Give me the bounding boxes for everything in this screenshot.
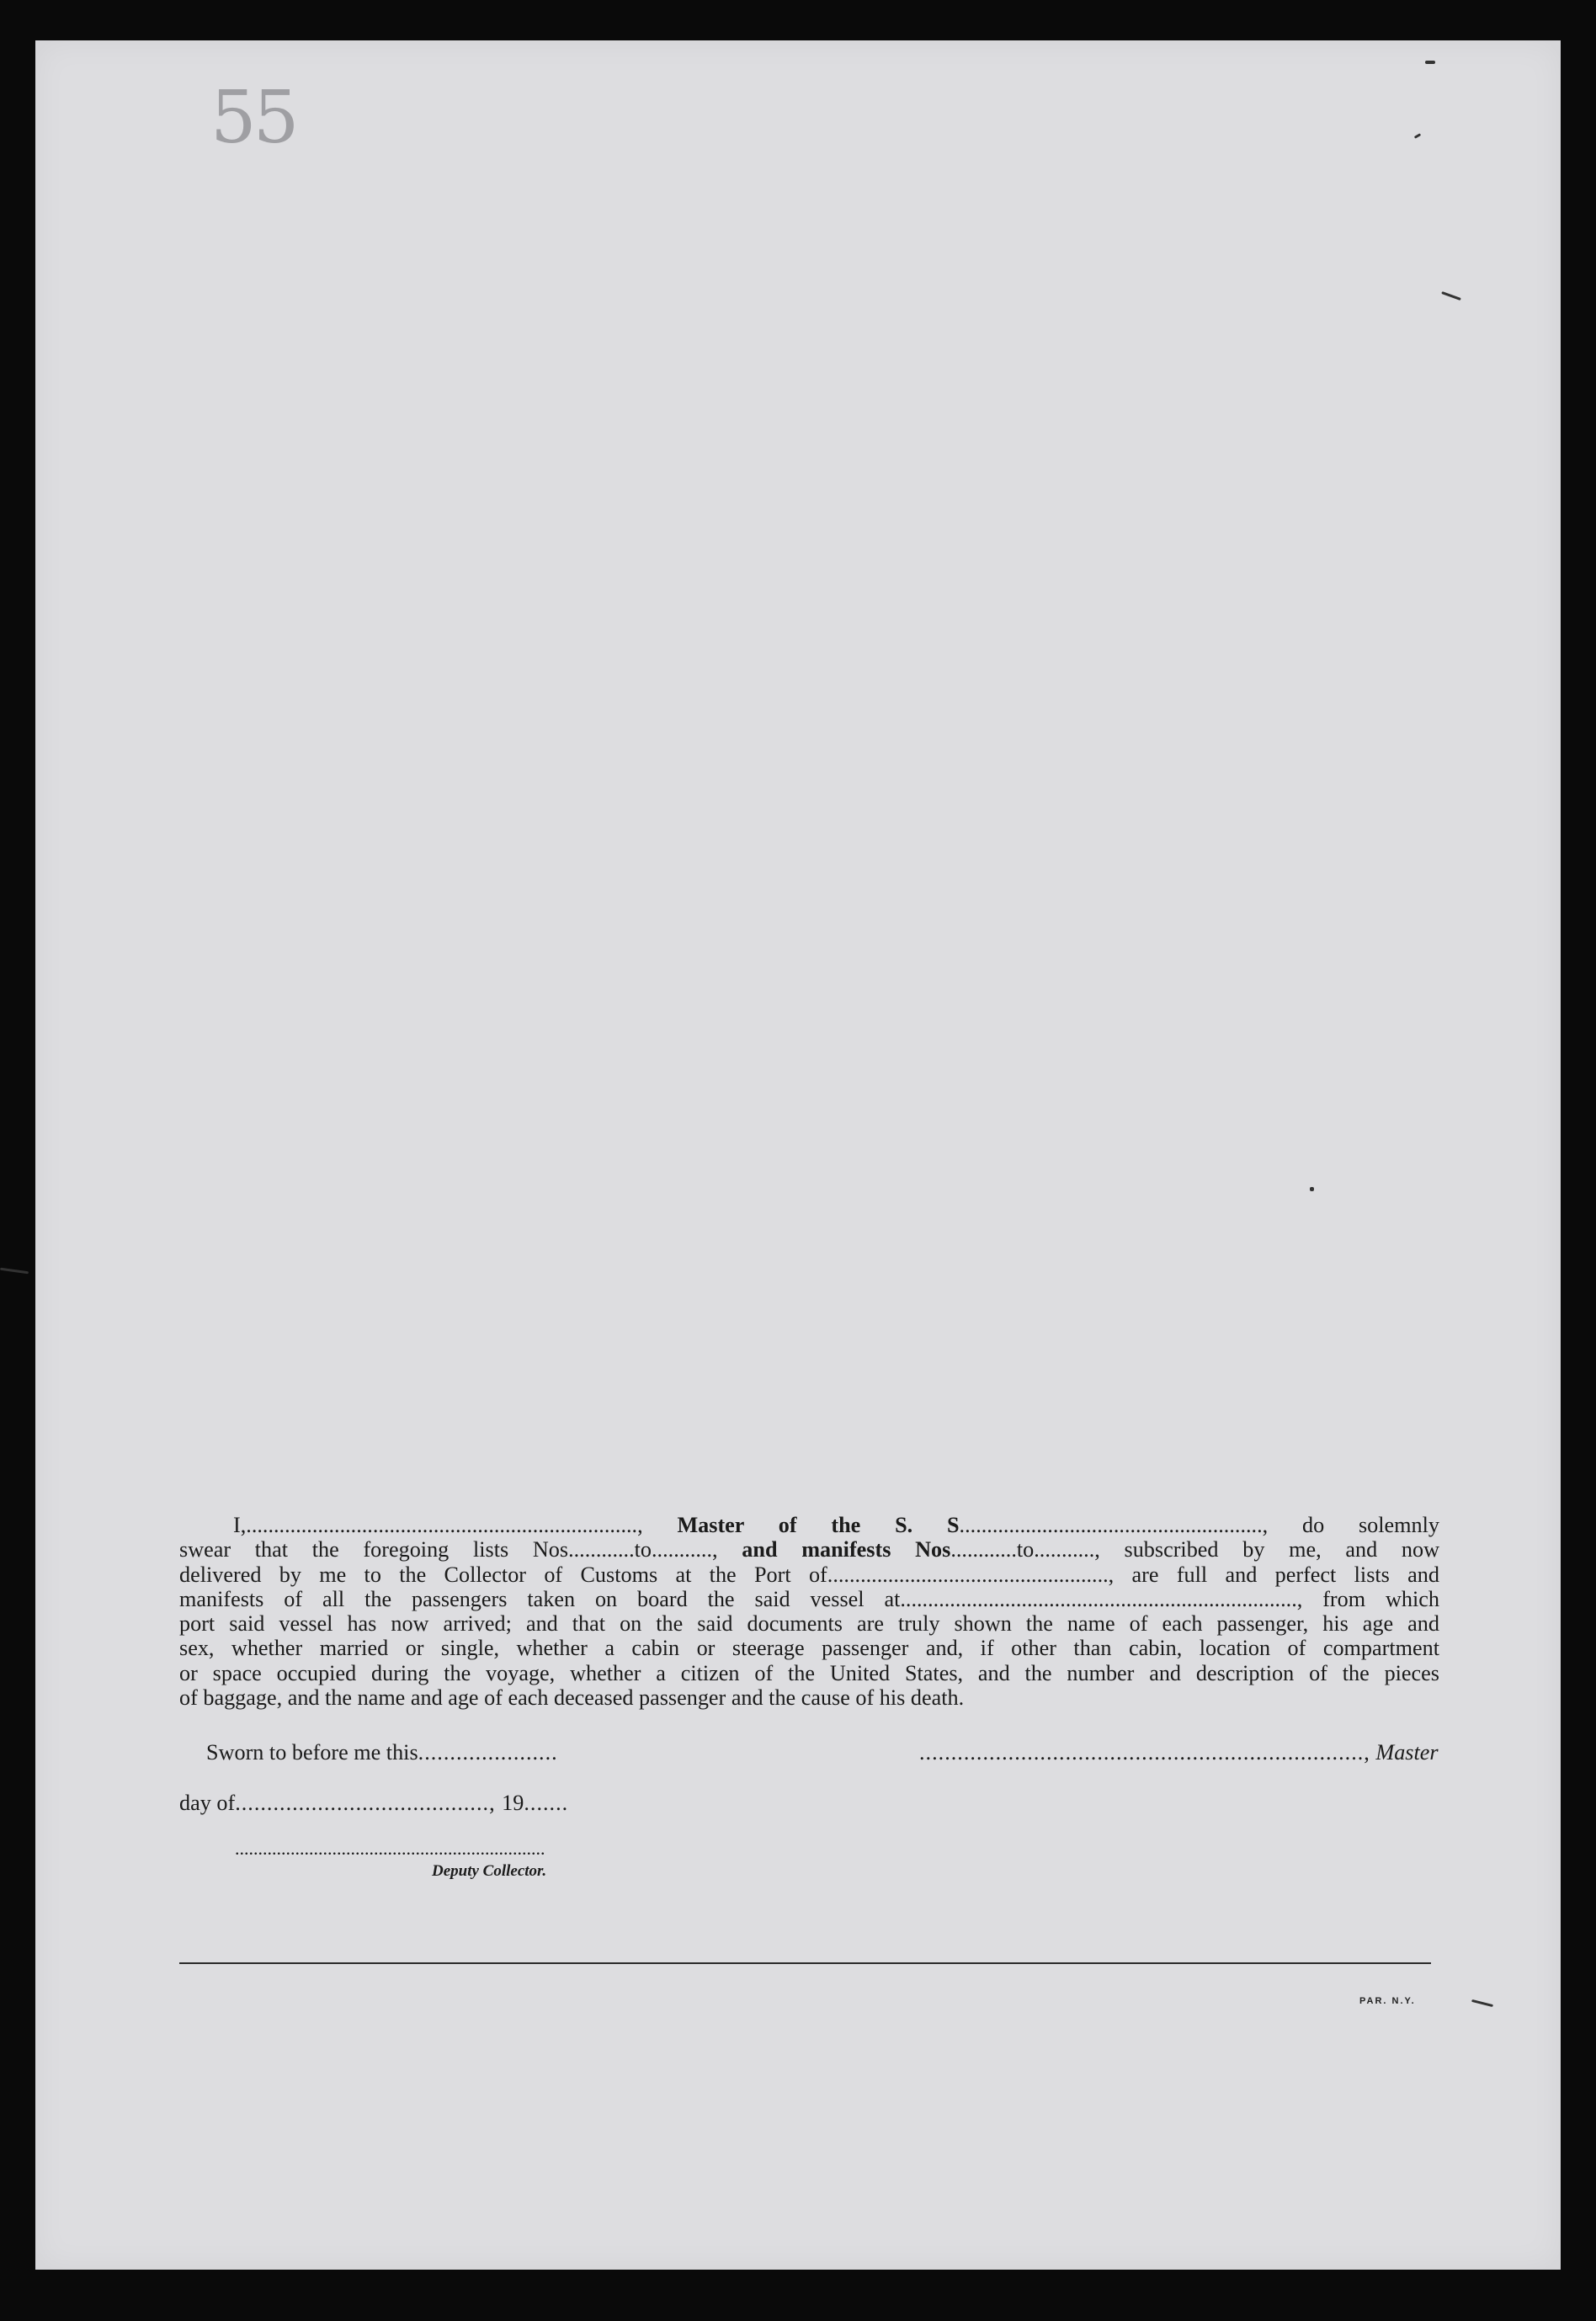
footer-rule <box>179 1962 1431 1964</box>
oath-line <box>179 1562 1439 1587</box>
day-field[interactable]: ........................................, <box>235 1791 503 1815</box>
oath-text: or space occupied during the voyage, whether a citizen of the United States, and the number and description of the pieces <box>179 1660 1439 1685</box>
master-label: Master <box>1375 1740 1439 1765</box>
sworn-date-field[interactable]: ...................... <box>418 1740 558 1765</box>
deputy-signature-field[interactable]: ................................................................... <box>235 1838 545 1859</box>
printer-mark: PAR. N.Y. <box>1359 1996 1416 2006</box>
scan-speck <box>1425 61 1435 64</box>
oath-line <box>179 1661 1439 1685</box>
oath-line <box>179 1537 1439 1562</box>
scan-speck <box>1310 1187 1314 1191</box>
oath-bold-text: Master of the S. S <box>677 1513 960 1537</box>
form-page <box>35 40 1561 2270</box>
oath-line <box>179 1636 1439 1660</box>
year-field[interactable]: ....... <box>524 1791 569 1815</box>
oath-bold-text: and manifests Nos <box>742 1537 951 1562</box>
oath-text: swear that the foregoing lists Nos............to..........., <box>179 1537 742 1562</box>
oath-text: ......................................................., do solemnly <box>959 1513 1439 1537</box>
oath-text: ..................................................., are full and perfect lists and <box>827 1562 1439 1587</box>
oath-text: I,......................................................................., <box>233 1513 678 1537</box>
folio-number: 55 <box>210 76 296 160</box>
oath-line <box>179 1587 1439 1611</box>
oath-text: of baggage, and the name and age of each deceased passenger and the cause of his death. <box>179 1685 965 1711</box>
sworn-line <box>206 1740 558 1765</box>
oath-paragraph <box>179 1513 1439 1710</box>
day-line <box>179 1791 568 1816</box>
master-signature-field[interactable]: ......................................................................, <box>919 1740 1370 1765</box>
oath-text: manifests of all the passengers taken on board the said vessel at <box>179 1586 901 1611</box>
oath-text: ........................................................................, from which <box>900 1586 1439 1611</box>
master-signature-line <box>919 1740 1439 1765</box>
sworn-label: Sworn to before me this <box>206 1740 418 1765</box>
oath-text: sex, whether married or single, whether a cabin or steerage passenger and, if other than cabin, location of compartment <box>179 1636 1439 1661</box>
oath-line <box>179 1685 1439 1710</box>
year-prefix: 19 <box>502 1791 524 1815</box>
oath-line <box>179 1513 1439 1537</box>
oath-text: ............to..........., subscribed by me, and now <box>950 1537 1439 1562</box>
oath-line <box>179 1611 1439 1636</box>
deputy-collector-label: Deputy Collector. <box>432 1862 547 1880</box>
day-label: day of <box>179 1791 236 1815</box>
oath-text: delivered by me to the Collector of Customs at the Port of <box>179 1562 827 1587</box>
scan-speck <box>0 1268 29 1275</box>
oath-text: port said vessel has now arrived; and that on the said documents are truly shown the name of each passenger, his age and <box>179 1611 1439 1637</box>
